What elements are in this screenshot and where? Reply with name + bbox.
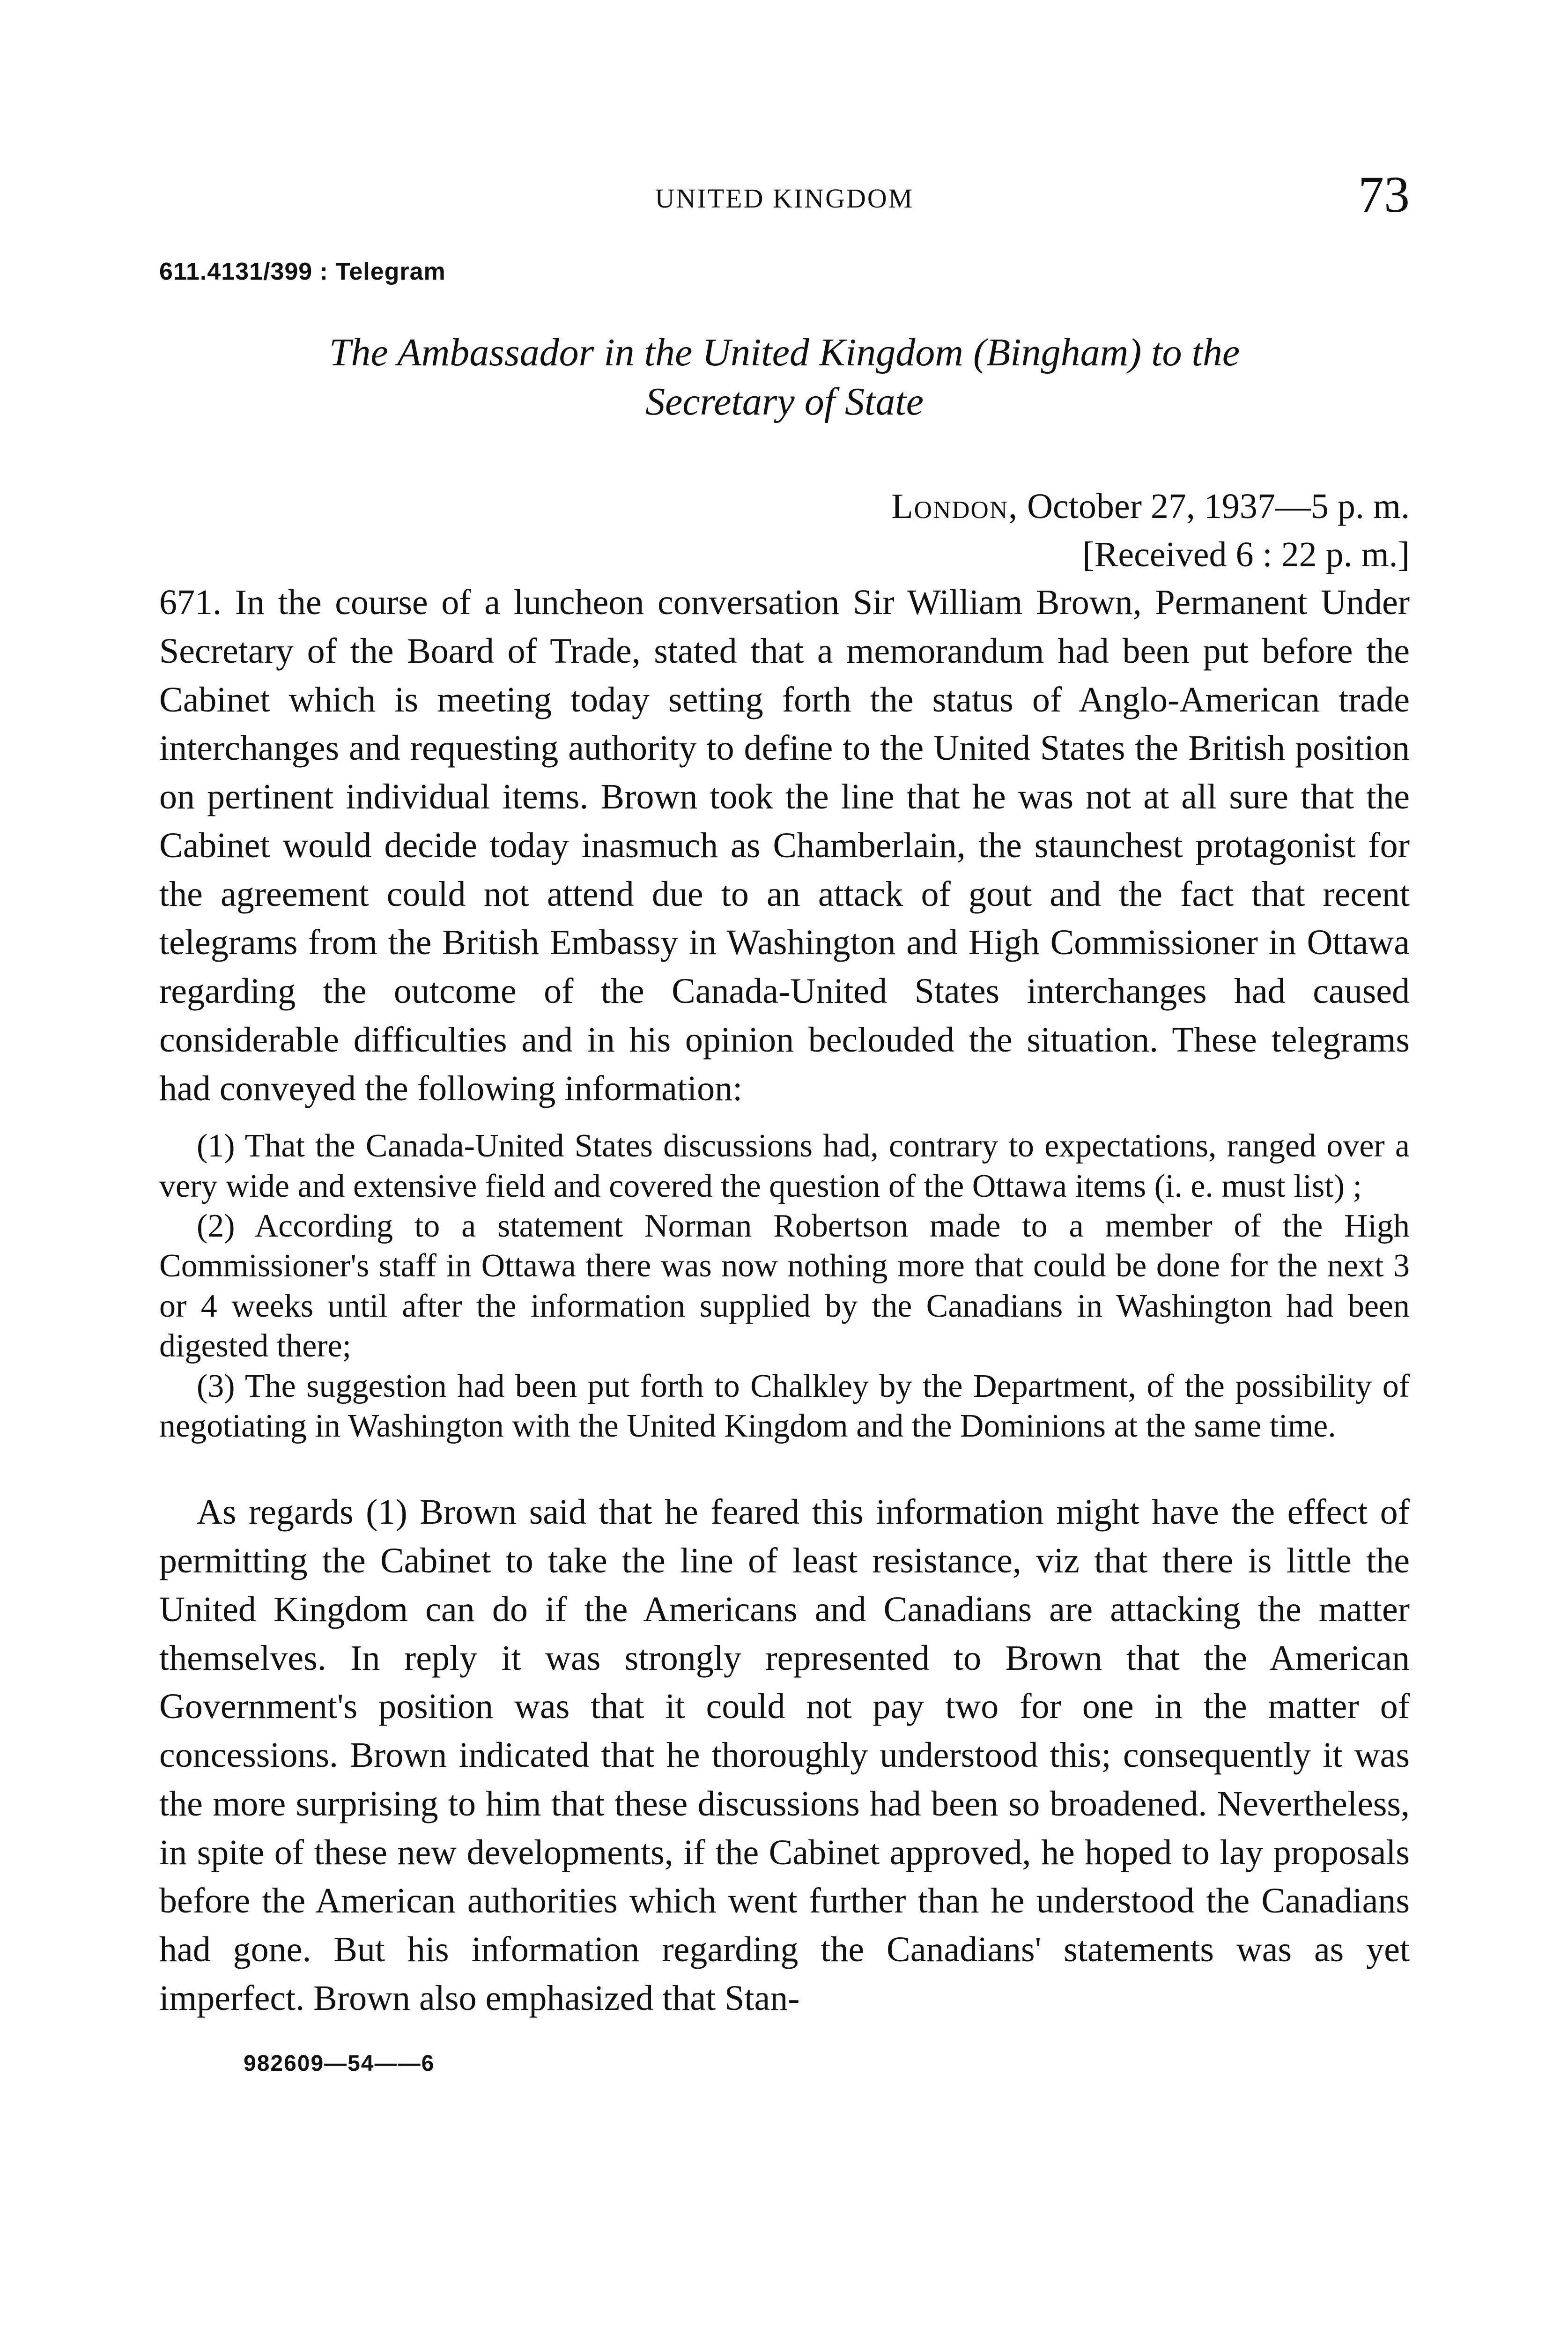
dateline-place: London, [891,487,1019,526]
print-code: 982609—54——6 [244,2051,435,2076]
running-head [159,166,1410,225]
dateline [159,482,1410,531]
paragraph-2: As regards (1) Brown said that he feared this information might have the effect of permitting the Cabinet to take the line of least resistance, viz that there is little the United Kingdom can do if the Americans and Canadians are attacking the matter themselves. In reply it was strongly represented to Brown that the American Government's position was that it could not pay two for one in the matter of concessions. Brown indicated that he thoroughly understood this; consequently it was the more surprising to him that these discussions had been so broadened. Nevertheless, in spite of these new developments, if the Cabinet approved, he hoped to lay proposals before the American authorities which went further than he understood the Canadians had gone. But his information regarding the Canadians' statements was as yet imperfect. Brown also emphasized that Stan- [159,1492,1410,2018]
running-title: UNITED KINGDOM [655,183,914,214]
dateline-date: October 27, 1937—5 p. m. [1027,487,1410,526]
page-number: 73 [1358,166,1410,223]
received-time: [Received 6 : 22 p. m.] [1082,534,1410,574]
document-title: The Ambassador in the United Kingdom (Bingham) to the Secretary of State [329,331,1240,423]
list-item: (3) The suggestion had been put forth to Chalkley by the Department, of the possibility of negotiating in Washington with the United Kingdom and the Dominions at the same time. [159,1368,1410,1444]
file-number: 611.4131/399 : Telegram [159,258,446,285]
numbered-items [159,1126,1410,1446]
list-item: (1) That the Canada-United States discussions had, contrary to expectations, ranged over a very wide and extensive field and covered the question of the Ottawa items (i. e. must list) ; [159,1128,1410,1204]
paragraph-1: 671. In the course of a luncheon conversation Sir William Brown, Permanent Under Secretary of the Board of Trade, stated that a memorandum had been put before the Cabinet which is meeting today setting forth the status of Anglo-American trade interchanges and requesting authority to define to the United States the British position on pertinent individual items. Brown took the line that he was not at all sure that the Cabinet would decide today inasmuch as Chamberlain, the staunchest protagonist for the agreement could not attend due to an attack of gout and the fact that recent telegrams from the British Embassy in Washington and High Commissioner in Ottawa regarding the outcome of the Canada-United States interchanges had caused considerable difficulties and in his opinion beclouded the situation. These telegrams had conveyed the following information: [159,583,1410,1108]
list-item: (2) According to a statement Norman Robertson made to a member of the High Commissioner's staff in Ottawa there was now nothing more that could be done for the next 3 or 4 weeks until after the information supplied by the Canadians in Washington had been digested there; [159,1208,1410,1364]
document-page [159,166,1410,2076]
